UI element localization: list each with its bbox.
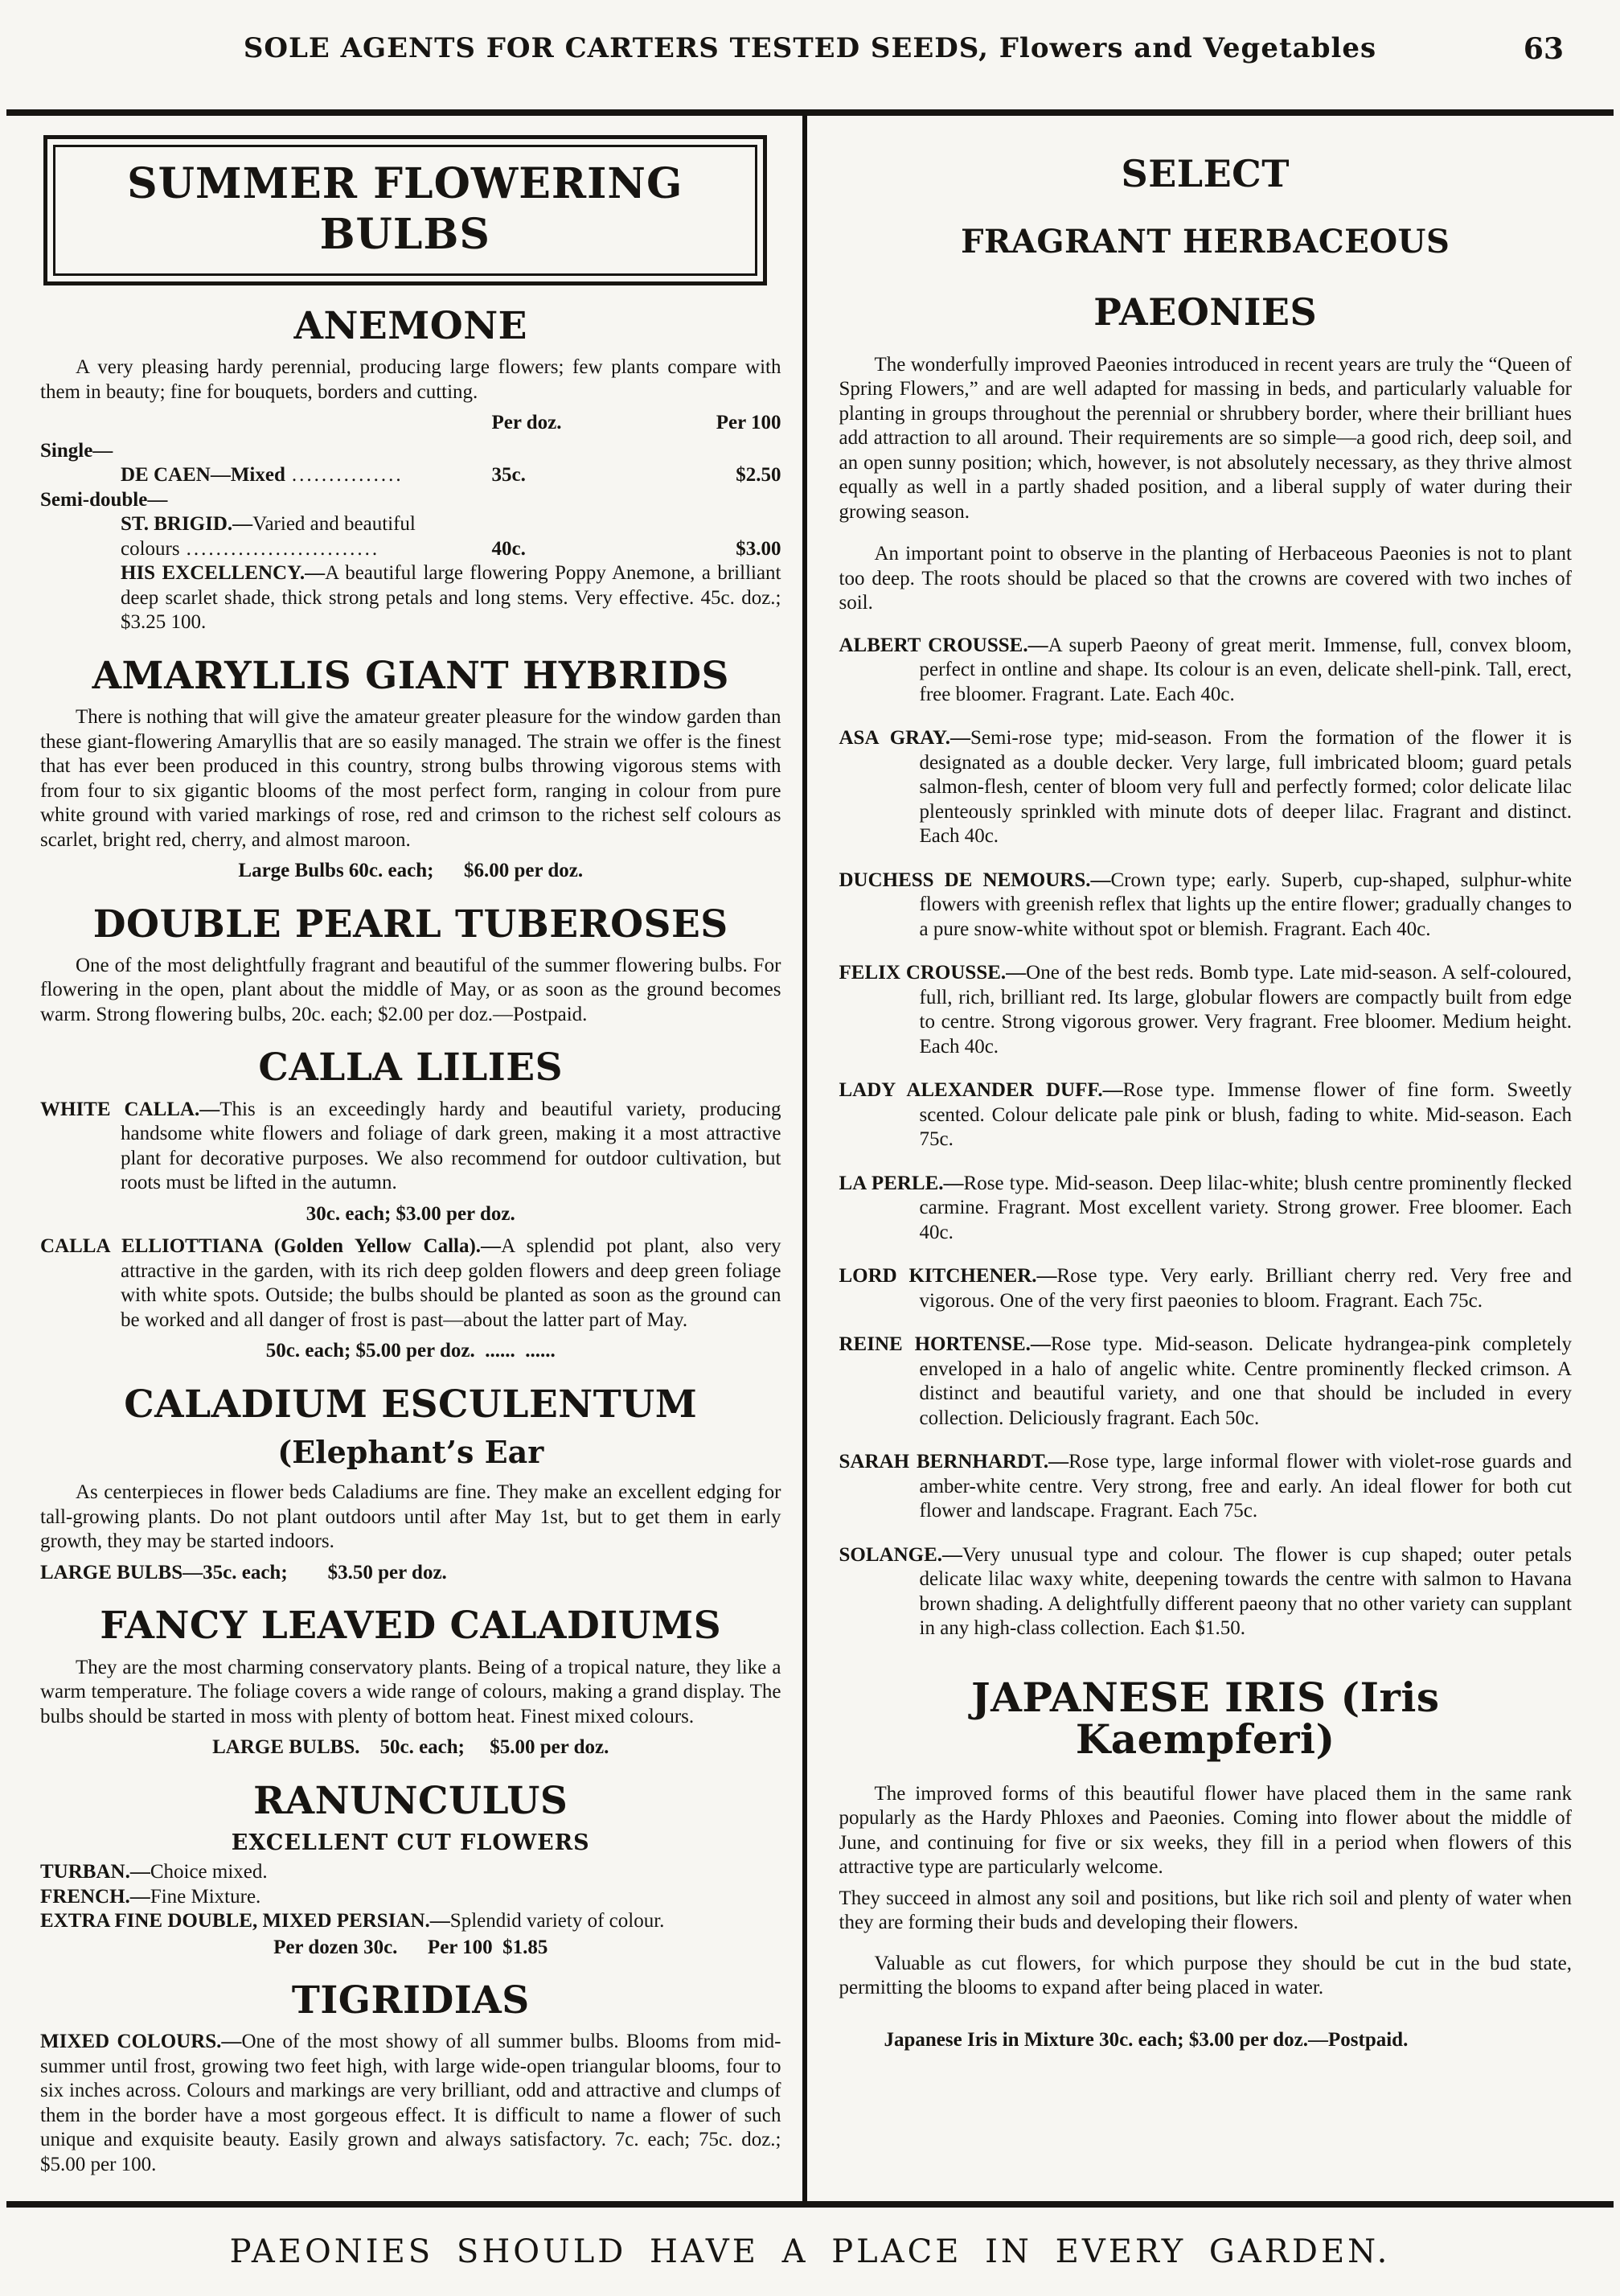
- variety-desc: Rose type, large informal flower with violet-rose guards and amber-white centre. Very strong, free and early. An ideal flower for both cut flower and landscape. Fragrant. Each 75c.: [919, 1451, 1572, 1522]
- anemone-his-excellency: [40, 561, 781, 635]
- iris-paragraph-1: The improved forms of this beautiful flower have placed them in the same rank popularly as the Hardy Phloxes and Paeonies. Coming into flower about the middle of June, and continuing for five or six weeks, they fill in a period when flowers of this attractive type are particularly welcome.: [839, 1782, 1572, 1879]
- footer-slogan: PAEONIES SHOULD HAVE A PLACE IN EVERY GARDEN.: [229, 2232, 1391, 2270]
- price-header-100: Per 100: [716, 412, 781, 434]
- amaryllis-price: Large Bulbs 60c. each; $6.00 per doz.: [238, 860, 584, 882]
- variety-desc: Very unusual type and colour. The flower is cup shaped; outer petals delicate lilac waxy white, deepening towards the centre with salmon to Havana brown shading. A delightfully different paeony that no other variety can supplant in any high-class collection. Each $1.50.: [919, 1543, 1572, 1640]
- paeonies-intro-2: An important point to observe in the planting of Herbaceous Paeonies is not to plant too deep. The roots should be placed so that the crowns are covered with two inches of soil.: [839, 543, 1572, 614]
- tuberoses-body: One of the most delightfully fragrant and beautiful of the summer flowering bulbs. For flowering in the open, plant about the middle of May, or as soon as the ground becomes warm. Strong flowering bulbs, 20c. each; $2.00 per doz.—Postpaid.: [40, 954, 781, 1025]
- section-title-anemone: ANEMONE: [293, 303, 527, 348]
- variety-desc: Fine Mixture.: [150, 1885, 261, 1908]
- paeonies-intro-1: The wonderfully improved Paeonies introduced in recent years are truly the “Queen of Spring Flowers,” and are well adapted for massing in beds, and particularly valuable for planting in groups throughout the perennial or shrubbery border, where their brilliant hues add attraction to all around. Their requirements are so simple—a good rich, deep soil, and an open sunny position; which, however, is not absolutely necessary, as they thrive almost equally as well in a partly shaded position, and a liberal supply of water during their growing season.: [839, 353, 1572, 523]
- fancy-caladiums-body: They are the most charming conservatory plants. Being of a tropical nature, they like a warm temperature. The foliage covers a wide range of colours, making a grand display. The bulbs should be started in moss with plenty of bottom heat. Finest mixed colours.: [40, 1656, 781, 1727]
- anemone-price-header: [40, 411, 781, 436]
- anemone-group-semi-double: Semi-double—: [40, 488, 168, 511]
- variety-name: LORD KITCHENER.—: [839, 1265, 1057, 1288]
- variety-desc: This is an exceedingly hardy and beautiful variety, producing handsome white flowers and foliage of dark green, making it a most attractive plant for decorative purposes. We also recommend for outdoor cultivation, but roots must be lifted in the autumn.: [121, 1098, 781, 1194]
- calla-white-entry: [40, 1098, 781, 1196]
- variety-desc: One of the most showy of all summer bulbs. Blooms from mid-summer until frost, growing two feet high, with large wide-open triangular blooms, four to six inches across. Colours and markings are very brilliant, odd and attractive and clumps of them in the border have a most gorgeous effect. It is difficult to name a flower of such unique and exquisite beauty. Easily grown and always satisfactory. 7c. each; 75c. doz.; $5.00 per 100.: [40, 2031, 781, 2175]
- caladium-subtitle: (Elephant’s Ear: [277, 1434, 544, 1471]
- anemone-group-single: Single—: [40, 439, 113, 462]
- page-header: [0, 0, 1620, 109]
- paeony-entry-lady-alexander-duff: [839, 1078, 1572, 1152]
- tigridias-entry: [40, 2030, 781, 2177]
- header-rule: [6, 109, 1614, 116]
- dot-leader: ...............: [291, 464, 404, 487]
- paeony-entry-reine-hortense: [839, 1333, 1572, 1431]
- anemone-row-de-caen: [40, 463, 781, 488]
- variety-desc: Varied and beautiful: [252, 513, 416, 536]
- section-title-fancy-caladiums: FANCY LEAVED CALADIUMS: [100, 1604, 722, 1649]
- variety-name: HIS EXCELLENCY.—: [121, 562, 326, 585]
- paeonies-title-block: [839, 152, 1572, 335]
- dot-leader: ..........................: [186, 537, 380, 560]
- section-title-caladium: CALADIUM ESCULENTUM: [124, 1382, 698, 1427]
- paeony-entry-lord-kitchener: [839, 1264, 1572, 1313]
- variety-name: SARAH BERNHARDT.—: [839, 1451, 1069, 1473]
- variety-desc: Semi-rose type; mid-season. From the formation of the flower it is designated as a double decker. Very large, full imbricated bloom; guard petals salmon-flesh, center of bloom very full and perfectly formed; color delicate lilac plenteously sprinkled with minute dots of deeper lilac. Fragrant and distinct. Each 40c.: [919, 727, 1572, 848]
- variety-name: REINE HORTENSE.—: [839, 1333, 1051, 1356]
- variety-desc: Rose type. Immense flower of fine form. Sweetly scented. Colour delicate pale pink or blush, fading to white. Mid-season. Each 75c.: [919, 1079, 1572, 1151]
- select-title: SELECT: [1121, 152, 1290, 195]
- section-title-calla-lilies: CALLA LILIES: [258, 1045, 564, 1090]
- price-100: $3.00: [736, 537, 781, 560]
- paeonies-title: PAEONIES: [1093, 290, 1318, 335]
- variety-name: MIXED COLOURS.—: [40, 2031, 242, 2053]
- page-number: 63: [1523, 32, 1564, 66]
- spacer: [839, 622, 1572, 634]
- anemone-st-brigid-line1: [40, 512, 781, 537]
- anemone-intro: A very pleasing hardy perennial, producing large flowers; few plants compare with them in beauty; fine for bouquets, borders and cutting.: [40, 356, 781, 403]
- price-doz: 40c.: [491, 537, 526, 560]
- two-column-body: [6, 116, 1614, 2201]
- paeony-entry-felix-crousse: [839, 961, 1572, 1059]
- paeony-entry-la-perle: [839, 1172, 1572, 1246]
- variety-name: FELIX CROUSSE.—: [839, 962, 1027, 984]
- paeony-entry-sarah-bernhardt: [839, 1450, 1572, 1524]
- variety-name: DE CAEN—Mixed: [121, 464, 285, 487]
- boxed-heading: [43, 135, 767, 285]
- fancy-caladiums-price: LARGE BULBS. 50c. each; $5.00 per doz.: [212, 1736, 609, 1759]
- variety-name: SOLANGE.—: [839, 1543, 963, 1566]
- variety-desc: A splendid pot plant, also very attractive in the garden, with its rich deep golden flowers and deep green foliage with white spots. Outside; the bulbs should be planted as soon as the ground can be worked and all danger of frost is past—about the latter part of May.: [121, 1235, 781, 1331]
- price-header-doz: Per doz.: [491, 412, 562, 434]
- amaryllis-body: There is nothing that will give the amateur greater pleasure for the window garden than these giant-flowering Amaryllis that are so easily managed. The strain we offer is the finest that has ever been produced in this country, strong bulbs throwing vigorous stems with from four to six gigantic blooms of the most perfect form, ranging in colour from pure white ground with varied markings of rose, red and crimson to the richest self colours as scarlet, bright red, cherry, and almost maroon.: [40, 706, 781, 851]
- variety-desc: Crown type; early. Superb, cup-shaped, sulphur-white flowers with greenish reflex that lights up the entire flower; gradually changes to a pure snow-white without spot or blemish. Fragrant. Each 40c.: [919, 869, 1572, 940]
- anemone-row-st-brigid: [40, 537, 781, 562]
- paeony-entry-duchess-de-nemours: [839, 869, 1572, 943]
- calla-white-price: 30c. each; $3.00 per doz.: [306, 1202, 515, 1225]
- footer-rule: [6, 2201, 1614, 2208]
- calla-elliottiana-entry: [40, 1234, 781, 1333]
- variety-desc: Splendid variety of colour.: [449, 1910, 665, 1933]
- fragrant-herbaceous-title: FRAGRANT HERBACEOUS: [961, 223, 1450, 261]
- variety-name: ST. BRIGID.—: [121, 513, 253, 536]
- variety-desc: A superb Paeony of great merit. Immense, full, convex bloom, perfect in ontline and shape. Its colour is an even, delicate shell-pink. Tall, erect, free bloomer. Fragrant. Late. Each 40c.: [919, 634, 1572, 705]
- variety-name: DUCHESS DE NEMOURS.—: [839, 869, 1111, 891]
- variety-name: CALLA ELLIOTTIANA (Golden Yellow Calla).—: [40, 1235, 502, 1258]
- variety-name-cont: colours: [121, 537, 180, 560]
- variety-desc: Rose type. Very early. Brilliant cherry red. Very free and vigorous. One of the very first paeonies to bloom. Fragrant. Each 75c.: [919, 1265, 1572, 1312]
- paeony-entry-albert-crousse: [839, 634, 1572, 708]
- variety-name: ALBERT CROUSSE.—: [839, 634, 1048, 656]
- caladium-body: As centerpieces in flower beds Caladiums are fine. They make an excellent edging for tall-growing plants. Do not plant outdoors until after May 1st, but to get them in early growth, they may be started indoors.: [40, 1481, 781, 1553]
- ranunculus-price: Per dozen 30c. Per 100 $1.85: [273, 1936, 548, 1958]
- variety-desc: A beautiful large flowering Poppy Anemone, a brilliant deep scarlet shade, thick strong petals and long stems. Very effective. 45c. doz.; $3.25 100.: [121, 562, 781, 634]
- section-title-ranunculus: RANUNCULUS: [253, 1778, 568, 1823]
- caladium-price: LARGE BULBS—35c. each; $3.50 per doz.: [40, 1561, 447, 1583]
- variety-desc: Rose type. Mid-season. Delicate hydrangea-pink completely enveloped in a halo of angelic white. Centre prominently flecked crimson. A distinct and beautiful variety, and one that should be included in every collection. Deliciously fragrant. Each 50c.: [919, 1333, 1572, 1429]
- variety-name: FRENCH.—: [40, 1885, 150, 1908]
- section-title-tuberoses: DOUBLE PEARL TUBEROSES: [92, 902, 728, 947]
- variety-name: LADY ALEXANDER DUFF.—: [839, 1079, 1123, 1102]
- variety-name: EXTRA FINE DOUBLE, MIXED PERSIAN.—: [40, 1910, 450, 1933]
- calla-elliottiana-price: 50c. each; $5.00 per doz. ...... ......: [265, 1340, 556, 1362]
- variety-name: LA PERLE.—: [839, 1172, 964, 1194]
- variety-desc: Rose type. Mid-season. Deep lilac-white; blush centre prominently flecked carmine. Fragrant. Most excellent variety. Strong grower. Free bloomer. Each 40c.: [919, 1172, 1572, 1243]
- price-doz: 35c.: [491, 464, 526, 487]
- variety-name: ASA GRAY.—: [839, 727, 971, 750]
- paeony-entry-solange: [839, 1543, 1572, 1641]
- iris-price: Japanese Iris in Mixture 30c. each; $3.00 per doz.—Postpaid.: [884, 2028, 1409, 2051]
- section-title-tigridias: TIGRIDIAS: [291, 1978, 530, 2023]
- iris-paragraph-3: Valuable as cut flowers, for which purpose they should be cut in the bud state, permitting the blooms to expand after being placed in water.: [839, 1952, 1572, 1999]
- variety-desc: Choice mixed.: [150, 1861, 268, 1883]
- iris-paragraph-2: They succeed in almost any soil and positions, but like rich soil and plenty of water when they are forming their buds and developing their flowers.: [839, 1887, 1572, 1934]
- variety-name: TURBAN.—: [40, 1861, 150, 1883]
- ranunculus-item-french: [40, 1885, 781, 1910]
- ranunculus-subtitle: EXCELLENT CUT FLOWERS: [231, 1830, 590, 1856]
- section-title-japanese-iris: JAPANESE IRIS (Iris Kaempferi): [970, 1673, 1440, 1764]
- ranunculus-item-turban: [40, 1860, 781, 1885]
- ranunculus-item-persian: [40, 1909, 781, 1934]
- variety-desc: One of the best reds. Bomb type. Late mid-season. A self-coloured, full, rich, brilliant red. Its large, globular flowers are compactly built from edge to centre. Strong vigorous grower. Very fragrant. Free bloomer. Medium height. Each 40c.: [919, 962, 1572, 1058]
- header-title: SOLE AGENTS FOR CARTERS TESTED SEEDS, Flowers and Vegetables: [243, 32, 1377, 64]
- section-title-amaryllis: AMARYLLIS GIANT HYBRIDS: [92, 653, 729, 698]
- price-100: $2.50: [736, 464, 781, 487]
- variety-name: WHITE CALLA.—: [40, 1098, 220, 1120]
- paeony-entry-asa-gray: [839, 726, 1572, 849]
- boxed-heading-title: SUMMER FLOWERING BULBS: [53, 145, 757, 276]
- right-column: [802, 116, 1614, 2201]
- left-column: [6, 116, 802, 2201]
